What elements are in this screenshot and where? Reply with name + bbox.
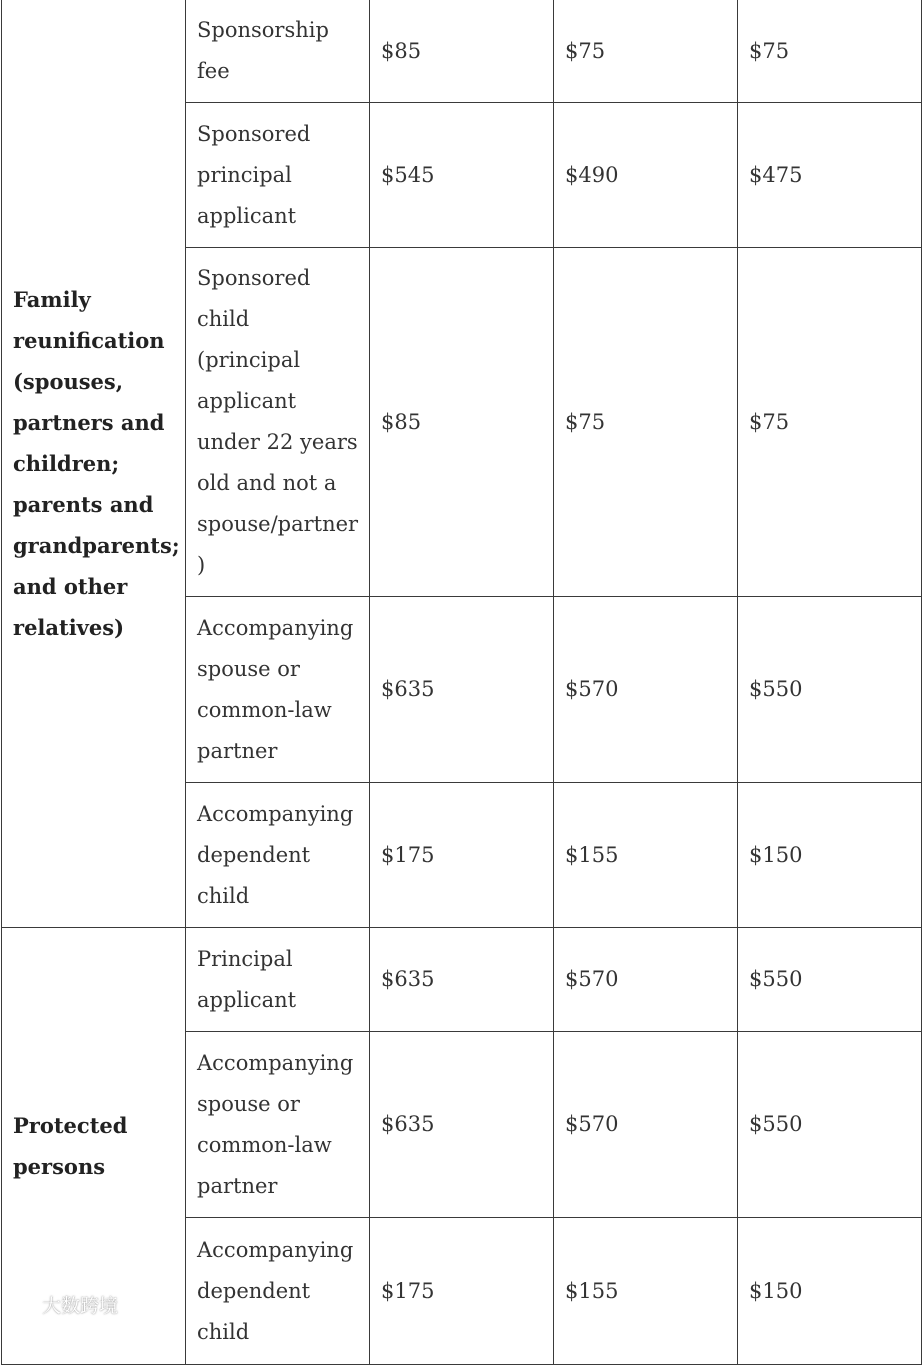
item-cell: Principal applicant: [186, 928, 370, 1032]
item-cell: Accompanying dependent child: [186, 1218, 370, 1365]
fee-cell: $550: [738, 928, 922, 1032]
fee-cell: $570: [554, 928, 738, 1032]
item-cell: Sponsorship fee: [186, 0, 370, 103]
fee-cell: $635: [370, 597, 554, 783]
fee-cell: $490: [554, 103, 738, 248]
item-cell: Accompanying spouse or common-law partner: [186, 597, 370, 783]
fee-cell: $155: [554, 783, 738, 928]
fee-cell: $155: [554, 1218, 738, 1365]
fee-cell: $75: [738, 248, 922, 597]
fee-cell: $545: [370, 103, 554, 248]
fee-cell: $75: [554, 248, 738, 597]
fee-cell: $570: [554, 597, 738, 783]
fee-cell: $175: [370, 783, 554, 928]
fee-cell: $550: [738, 597, 922, 783]
fee-cell: $150: [738, 783, 922, 928]
item-cell: Sponsored child (principal applicant under 22 years old and not a spouse/partner ): [186, 248, 370, 597]
fees-table: [1, 0, 922, 1365]
fee-cell: $550: [738, 1032, 922, 1218]
item-cell: Sponsored principal applicant: [186, 103, 370, 248]
table-row: [2, 928, 922, 1032]
item-cell: Accompanying spouse or common-law partner: [186, 1032, 370, 1218]
fee-cell: $150: [738, 1218, 922, 1365]
category-cell: Protected persons: [2, 928, 186, 1365]
fee-cell: $75: [738, 0, 922, 103]
fee-cell: $570: [554, 1032, 738, 1218]
fee-cell: $635: [370, 928, 554, 1032]
fee-cell: $85: [370, 248, 554, 597]
watermark-text: 大数跨境: [42, 1295, 119, 1317]
category-cell: Family reunification (spouses, partners and children; parents and grandparents; and other relatives): [2, 0, 186, 928]
table-row: [2, 0, 922, 103]
fee-cell: $635: [370, 1032, 554, 1218]
fee-cell: $85: [370, 0, 554, 103]
fee-cell: $75: [554, 0, 738, 103]
fee-cell: $475: [738, 103, 922, 248]
fee-cell: $175: [370, 1218, 554, 1365]
item-cell: Accompanying dependent child: [186, 783, 370, 928]
